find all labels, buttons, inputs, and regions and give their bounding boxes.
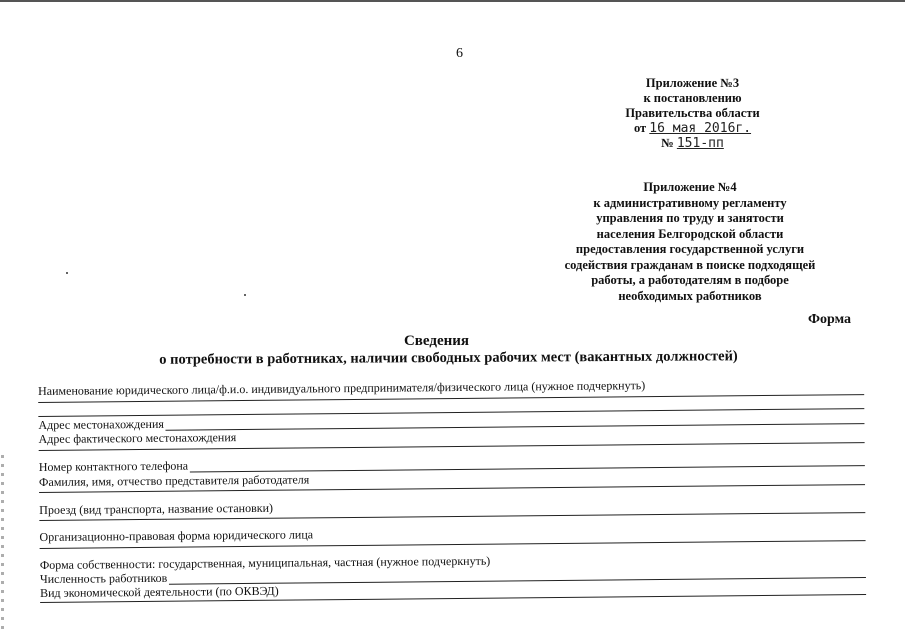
phone-label: Номер контактного телефона (38, 458, 189, 474)
appendix-3-header (600, 76, 785, 151)
scan-left-edge-artifact (1, 455, 4, 635)
appendix-3-line: Правительства области (625, 106, 760, 120)
employees-field[interactable] (169, 566, 866, 585)
number-prefix: № (661, 136, 674, 150)
actual-address-label: Адрес фактического местонахождения (38, 430, 237, 446)
entity-name-label: Наименование юридического лица/ф.и.о. индивидуального предпринимателя/физического лица (нужное подчеркнуть) (38, 378, 646, 398)
address-row (38, 410, 864, 432)
appendix-4-line: работы, а работодателям в подборе (591, 273, 789, 287)
appendix-4-header (540, 180, 840, 304)
appendix-4-line: Приложение №4 (643, 180, 737, 194)
appendix-4-line: к административному регламенту (593, 195, 787, 210)
activity-label: Вид экономической деятельности (по ОКВЭД) (39, 583, 279, 600)
address-label: Адрес местонахождения (38, 416, 164, 432)
appendix-3-date (600, 121, 785, 136)
scan-top-border (0, 0, 905, 2)
scan-speck (66, 272, 68, 274)
appendix-4-line: предоставления государственной услуги (575, 242, 805, 256)
transport-label: Проезд (вид транспорта, название остановки) (39, 500, 274, 517)
date-prefix: от (633, 121, 647, 135)
appendix-3-line: Приложение №3 (645, 76, 740, 90)
appendix-4-line: населения Белгородской области (596, 226, 784, 241)
appendix-4-line: необходимых работников (618, 288, 762, 303)
representative-label: Фамилия, имя, отчество представителя работодателя (38, 472, 310, 489)
phone-field[interactable] (190, 454, 865, 472)
scan-speck (244, 294, 246, 296)
document-subtitle: о потребности в работниках, наличии свободных рабочих мест (вакантных должностей) (159, 348, 738, 368)
ownership-label: Форма собственности: государственная, муниципальная, частная (нужное подчеркнуть) (39, 553, 491, 572)
appendix-4-line: управления по труду и занятости (596, 211, 784, 225)
employees-label: Численность работников (39, 570, 168, 586)
page-number: 6 (456, 46, 463, 61)
appendix-3-line: к постановлению (643, 91, 742, 105)
appendix-3-number (600, 136, 785, 151)
address-field[interactable] (166, 412, 865, 431)
appendix-4-line: содействия гражданам в поиске подходящей (564, 257, 816, 272)
number-stamp: 151-пп (676, 136, 724, 151)
form-fields (38, 372, 866, 630)
form-label: Форма (808, 312, 852, 327)
date-stamp: 16 мая 2016г. (649, 121, 752, 136)
document-title: Сведения (403, 333, 470, 349)
phone-row (39, 452, 865, 474)
legal-form-label: Организационно-правовая форма юридического лица (39, 527, 314, 544)
